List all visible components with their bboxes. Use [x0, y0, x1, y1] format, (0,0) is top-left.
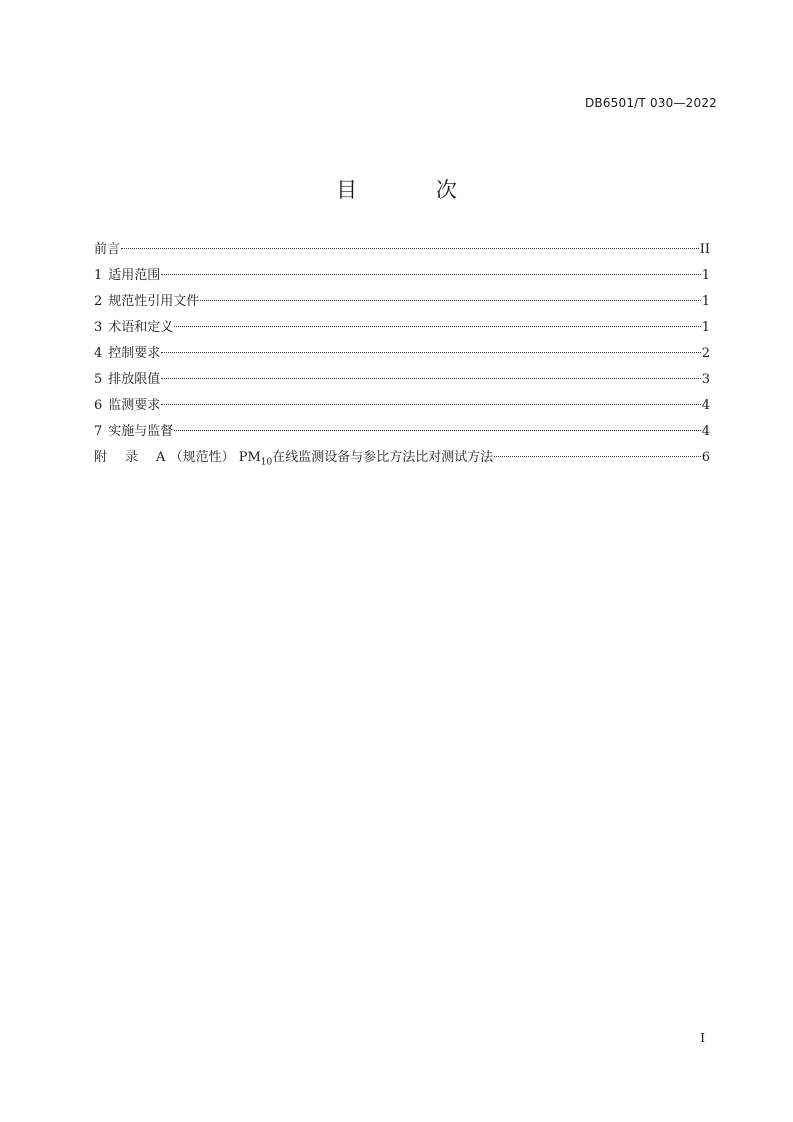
page-number: I	[700, 1031, 705, 1045]
dot-leader	[161, 404, 700, 405]
toc-entry-label: 5 排放限值	[94, 372, 161, 387]
toc-entry-page: II	[699, 242, 710, 257]
toc-entry-page: 4	[701, 398, 710, 413]
table-of-contents	[94, 240, 710, 474]
toc-entry-monitoring-requirements[interactable]	[94, 396, 710, 422]
toc-entry-label: 前言	[94, 242, 121, 257]
dot-leader	[174, 430, 700, 431]
document-code: DB6501/T 030—2022	[584, 96, 717, 110]
dot-leader	[161, 352, 700, 353]
toc-entry-page: 2	[701, 346, 710, 361]
toc-entry-label: 1 适用范围	[94, 268, 161, 283]
toc-entry-label: 2 规范性引用文件	[94, 294, 200, 309]
toc-entry-page: 1	[701, 268, 710, 283]
toc-entry-control-requirements[interactable]	[94, 344, 710, 370]
toc-entry-terms-definitions[interactable]	[94, 318, 710, 344]
toc-entry-page: 6	[701, 450, 710, 465]
dot-leader	[121, 248, 699, 249]
toc-entry-scope[interactable]	[94, 266, 710, 292]
toc-entry-label: 4 控制要求	[94, 346, 161, 361]
toc-entry-emission-limits[interactable]	[94, 370, 710, 396]
toc-entry-label: 6 监测要求	[94, 398, 161, 413]
dot-leader	[174, 326, 700, 327]
toc-entry-appendix-a[interactable]	[94, 448, 710, 474]
page-title: 目 次	[336, 178, 493, 202]
toc-entry-label: 7 实施与监督	[94, 424, 174, 439]
dot-leader	[161, 378, 700, 379]
toc-entry-page: 1	[701, 320, 710, 335]
dot-leader	[494, 456, 700, 457]
toc-entry-implementation-supervision[interactable]	[94, 422, 710, 448]
toc-entry-page: 1	[701, 294, 710, 309]
toc-entry-page: 3	[701, 372, 710, 387]
toc-entry-page: 4	[701, 424, 710, 439]
dot-leader	[200, 300, 700, 301]
toc-entry-label: 附 录 A （规范性） $PM_{10}$在线监测设备与参比方法比对测试方法	[94, 450, 494, 468]
toc-entry-foreword[interactable]	[94, 240, 710, 266]
toc-entry-normative-references[interactable]	[94, 292, 710, 318]
toc-entry-label: 3 术语和定义	[94, 320, 174, 335]
dot-leader	[161, 274, 700, 275]
